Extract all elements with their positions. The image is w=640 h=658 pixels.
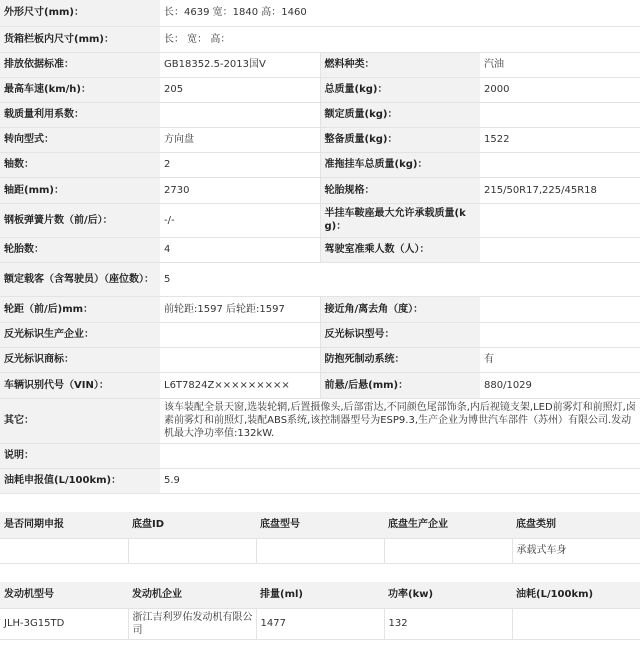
cargo-box-value: 长： 宽： 高： (160, 26, 640, 52)
cab-seats-value (480, 237, 640, 262)
chassis-header-same-period: 是否同期申报 (0, 512, 128, 539)
curb-mass-value: 1522 (480, 127, 640, 152)
chassis-model-value (256, 538, 384, 563)
vin-label: 车辆识别代号（VIN）： (0, 372, 160, 398)
tire-value: 215/50R17,225/45R18 (480, 177, 640, 203)
other-value: 该车装配全景天窗,选装轮辋,后置摄像头,后部雷达,不同颜色尾部饰条,内后视镜支架,LED前雾灯和前照灯,卤素前雾灯和前照灯,装配ABS系统,该控制器型号为ESP9.3,生产企业为博世汽车部件（苏州）有限公司.发动机最大净功率值:132kW. (160, 398, 640, 443)
wheelbase-label: 轴距(mm)： (0, 177, 160, 203)
max-speed-label: 最高车速(km/h)： (0, 77, 160, 102)
engine-maker-value: 浙江吉利罗佑发动机有限公司 (128, 608, 256, 639)
note-label: 说明： (0, 443, 160, 468)
track-label: 轮距（前/后)mm： (0, 296, 160, 322)
table-row (0, 468, 640, 493)
cargo-box-label: 货箱栏板内尺寸(mm)： (0, 26, 160, 52)
load-util-value (160, 102, 320, 127)
tire-label: 轮胎规格： (320, 177, 480, 203)
steering-label: 转向型式： (0, 127, 160, 152)
engine-header-fuel-consumption: 油耗(L/100km) (512, 582, 640, 609)
engine-header-power: 功率(kw) (384, 582, 512, 609)
trailer-mass-value (480, 152, 640, 177)
table-row (0, 372, 640, 398)
abs-value: 有 (480, 347, 640, 372)
emission-value: GB18352.5-2013国Ⅴ (160, 52, 320, 77)
leaf-spring-label: 钢板弹簧片数（前/后）： (0, 203, 160, 237)
chassis-same-period-value (0, 538, 128, 563)
semitrailer-label: 半挂车鞍座最大允许承载质量(kg)： (320, 203, 480, 237)
section-gap (0, 494, 640, 512)
engine-header-model: 发动机型号 (0, 582, 128, 609)
engine-power-value: 132 (384, 608, 512, 639)
engine-model-value: JLH-3G15TD (0, 608, 128, 639)
reflector-brand-value (160, 347, 320, 372)
tire-count-value: 4 (160, 237, 320, 262)
table-row (0, 347, 640, 372)
chassis-header-maker: 底盘生产企业 (384, 512, 512, 539)
emission-label: 排放依据标准： (0, 52, 160, 77)
chassis-header-category: 底盘类别 (512, 512, 640, 539)
rated-load-value (480, 102, 640, 127)
overhang-value: 880/1029 (480, 372, 640, 398)
other-label: 其它： (0, 398, 160, 443)
tire-count-label: 轮胎数： (0, 237, 160, 262)
table-row (0, 77, 640, 102)
engine-header-displacement: 排量(ml) (256, 582, 384, 609)
axles-label: 轴数： (0, 152, 160, 177)
angle-label: 接近角/离去角（度）： (320, 296, 480, 322)
steering-value: 方向盘 (160, 127, 320, 152)
table-row (0, 296, 640, 322)
load-util-label: 载质量利用系数： (0, 102, 160, 127)
abs-label: 防抱死制动系统： (320, 347, 480, 372)
fuel-value: 汽油 (480, 52, 640, 77)
reflector-maker-label: 反光标识生产企业： (0, 322, 160, 347)
engine-displacement-value: 1477 (256, 608, 384, 639)
table-row (0, 102, 640, 127)
table-header-row (0, 512, 640, 539)
total-mass-value: 2000 (480, 77, 640, 102)
chassis-header-id: 底盘ID (128, 512, 256, 539)
curb-mass-label: 整备质量(kg)： (320, 127, 480, 152)
chassis-category-value: 承载式车身 (512, 538, 640, 563)
semitrailer-value (480, 203, 640, 237)
table-row (0, 262, 640, 296)
table-header-row (0, 582, 640, 609)
table-row (0, 237, 640, 262)
table-row (0, 127, 640, 152)
track-value: 前轮距:1597 后轮距:1597 (160, 296, 320, 322)
table-row (0, 322, 640, 347)
fuel-consumption-value: 5.9 (160, 468, 640, 493)
section-gap (0, 564, 640, 582)
table-row (0, 608, 640, 639)
axles-value: 2 (160, 152, 320, 177)
wheelbase-value: 2730 (160, 177, 320, 203)
dimensions-label: 外形尺寸(mm)： (0, 0, 160, 26)
table-row (0, 52, 640, 77)
engine-fuel-consumption-value (512, 608, 640, 639)
vin-value: L6T7824Z××××××××× (160, 372, 320, 398)
table-row (0, 203, 640, 237)
passengers-label: 额定载客（含驾驶员）（座位数）： (0, 262, 160, 296)
max-speed-value: 205 (160, 77, 320, 102)
cab-seats-label: 驾驶室准乘人数（人）： (320, 237, 480, 262)
fuel-label: 燃料种类： (320, 52, 480, 77)
overhang-label: 前悬/后悬(mm)： (320, 372, 480, 398)
chassis-table (0, 512, 640, 564)
table-row (0, 398, 640, 443)
reflector-model-label: 反光标识型号： (320, 322, 480, 347)
passengers-value: 5 (160, 262, 640, 296)
table-row (0, 0, 640, 26)
reflector-maker-value (160, 322, 320, 347)
table-row (0, 26, 640, 52)
engine-header-maker: 发动机企业 (128, 582, 256, 609)
table-row (0, 443, 640, 468)
reflector-brand-label: 反光标识商标： (0, 347, 160, 372)
angle-value (480, 296, 640, 322)
fuel-consumption-label: 油耗申报值(L/100km)： (0, 468, 160, 493)
table-row (0, 152, 640, 177)
total-mass-label: 总质量(kg)： (320, 77, 480, 102)
trailer-mass-label: 准拖挂车总质量(kg)： (320, 152, 480, 177)
chassis-header-model: 底盘型号 (256, 512, 384, 539)
note-value (160, 443, 640, 468)
engine-table (0, 582, 640, 640)
dimensions-value: 长：4639 宽：1840 高：1460 (160, 0, 640, 26)
table-row (0, 177, 640, 203)
reflector-model-value (480, 322, 640, 347)
chassis-maker-value (384, 538, 512, 563)
leaf-spring-value: -/- (160, 203, 320, 237)
rated-load-label: 额定质量(kg)： (320, 102, 480, 127)
table-row (0, 538, 640, 563)
chassis-id-value (128, 538, 256, 563)
